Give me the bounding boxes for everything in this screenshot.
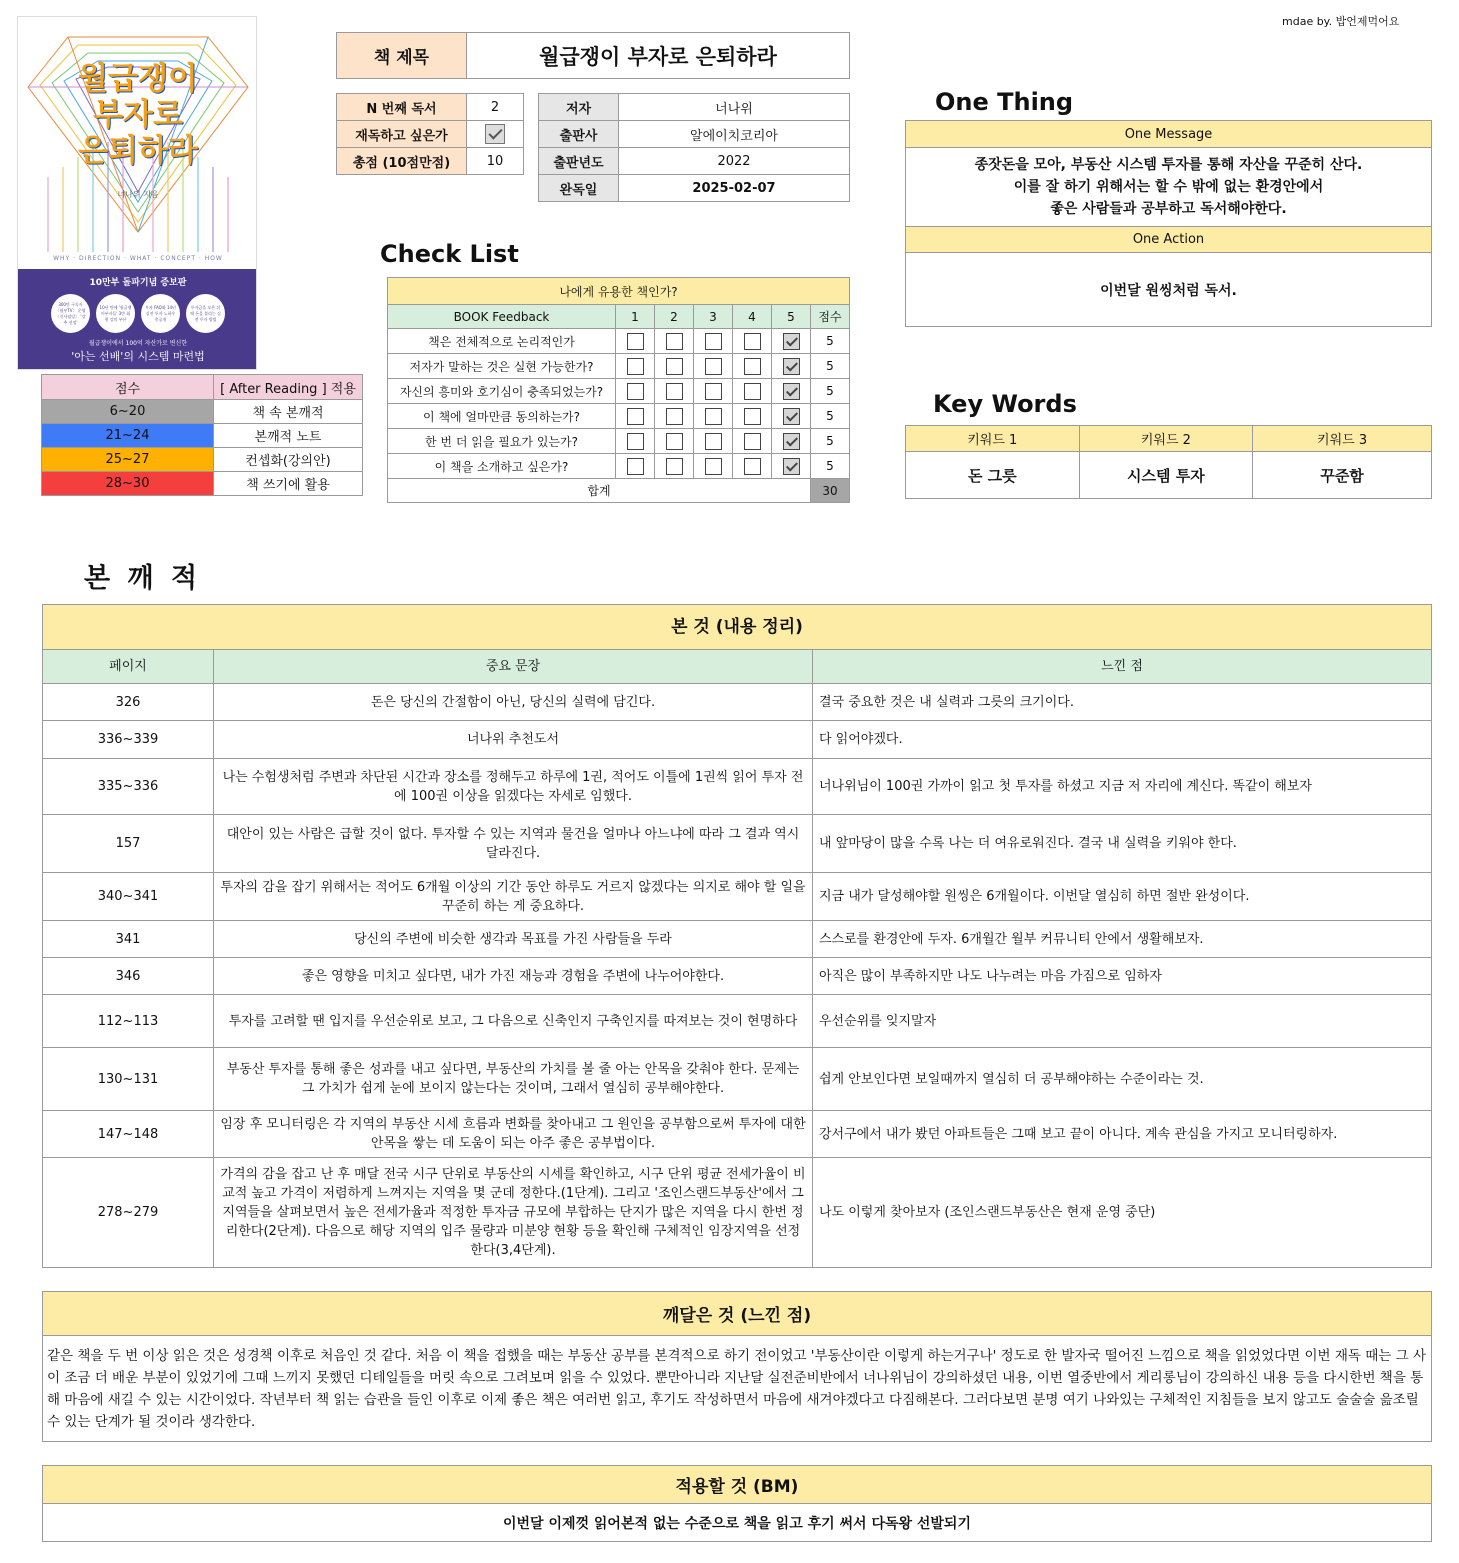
row-feel: 우선순위를 잊지말자	[813, 995, 1432, 1048]
checklist-score: 5	[811, 379, 850, 404]
cover-strip: WHY · DIRECTION · WHAT · CONCEPT · HOW	[53, 255, 223, 262]
checkbox-empty[interactable]	[744, 458, 761, 475]
cover-badge: 10년 만에 '월급쟁이부자들' 3만 회원 강의 부산	[96, 294, 135, 333]
keyword-value: 시스템 투자	[1079, 452, 1253, 499]
col-feel: 느낀 점	[813, 650, 1432, 684]
checklist-score: 5	[811, 454, 850, 479]
one-thing-table	[905, 120, 1432, 327]
year-label: 출판년도	[539, 148, 619, 175]
row-page: 336~339	[43, 721, 214, 759]
author-value: 너나위	[619, 94, 850, 121]
checklist-title: Check List	[380, 240, 519, 268]
nth-reading-value: 2	[467, 94, 524, 121]
row-feel: 너나위님이 100권 가까이 읽고 첫 투자를 하셨고 지금 저 자리에 계신다. 똑같이 해보자	[813, 759, 1432, 815]
legend-range: 28~30	[42, 472, 214, 496]
checkbox-checked-icon[interactable]	[783, 433, 800, 450]
apply-header: 적용할 것 (BM)	[43, 1466, 1432, 1504]
book-title-table	[336, 32, 850, 79]
scale-label: 1	[616, 305, 655, 329]
row-page: 278~279	[43, 1158, 214, 1268]
checkbox-checked-icon[interactable]	[783, 408, 800, 425]
checkbox-empty[interactable]	[744, 383, 761, 400]
realized-text: 같은 책을 두 번 이상 읽은 것은 성경책 이후로 처음인 것 같다. 처음 이 책을 접했을 때는 부동산 공부를 본격적으로 하기 전이었고 '부동산이란 이렇게 하는거구나' 정도로 한 발자국 떨어진 느낌으로 책을 읽었었다면 이번 재독 때는 그 사이 조금 더 배운 부분이 있었기에 그때 느끼지 못했던 디테일들을 머릿 속으로 그려보며 읽을 수 있었다. 뿐만아니라 지난달 실전준비반에서 너나위님이 강의하셨던 내용, 이번 열중반에서 게리롱님이 강의하신 내용 등을 다시한번 책을 통해 마음에 새길 수 있는 시간이었다. 작년부터 책 읽는 습관을 들인 이후로 이제 좋은 책은 여러번 읽고, 후기도 작성하면서 마음에 새겨야겠다고 다짐해본다. 그러다보면 분명 여기 나와있는 구체적인 지침들을 보지 않고도 술술술 읊조릴 수 있는 단계가 될 것이라 생각한다.	[43, 1336, 1432, 1442]
scale-label: 4	[733, 305, 772, 329]
one-message-value: 종잣돈을 모아, 부동산 시스템 투자를 통해 자산을 꾸준히 산다. 이를 잘 하기 위해서는 할 수 밖에 없는 환경안에서 좋은 사람들과 공부하고 독서해야한다.	[906, 148, 1432, 227]
legend-range: 25~27	[42, 448, 214, 472]
checkbox-empty[interactable]	[744, 333, 761, 350]
table-row	[43, 815, 1432, 873]
checkbox-empty[interactable]	[666, 333, 683, 350]
score-legend-table	[41, 374, 363, 496]
row-feel: 다 읽어야겠다.	[813, 721, 1432, 759]
checklist-question: 이 책에 얼마만큼 동의하는가?	[388, 404, 616, 429]
row-sentence: 당신의 주변에 비슷한 생각과 목표를 가진 사람들을 두라	[214, 921, 813, 958]
checkbox-empty[interactable]	[627, 383, 644, 400]
checkbox-empty[interactable]	[627, 458, 644, 475]
bonkkae-title: 본 깨 적	[84, 563, 202, 594]
keyword-label: 키워드 2	[1079, 426, 1253, 452]
one-action-value: 이번달 원씽처럼 독서.	[906, 253, 1432, 327]
book-info-table	[538, 93, 850, 202]
finished-date-label: 완독일	[539, 175, 619, 202]
row-page: 346	[43, 958, 214, 995]
checklist-question: 저자가 말하는 것은 실현 가능한가?	[388, 354, 616, 379]
row-sentence: 부동산 투자를 통해 좋은 성과를 내고 싶다면, 부동산의 가치를 볼 줄 아는 안목을 갖춰야 한다. 문제는 그 가치가 쉽게 눈에 보이지 않는다는 것이며, 그래서 열심히 공부해야한다.	[214, 1048, 813, 1111]
cover-badge: 투자 FAQ와 14년 실전 투자 노하우 총공개	[141, 294, 180, 333]
table-row	[43, 1111, 1432, 1158]
row-sentence: 좋은 영향을 미치고 싶다면, 내가 가진 재능과 경험을 주변에 나누어야한다.	[214, 958, 813, 995]
table-row	[43, 759, 1432, 815]
legend-header-score: 점수	[42, 375, 214, 400]
checklist-score: 5	[811, 404, 850, 429]
row-page: 326	[43, 684, 214, 721]
keywords-table	[905, 425, 1432, 499]
checkbox-empty[interactable]	[705, 333, 722, 350]
checkbox-empty[interactable]	[666, 383, 683, 400]
nth-reading-label: N 번째 독서	[337, 94, 467, 121]
row-feel: 내 앞마당이 많을 수록 나는 더 여유로워진다. 결국 내 실력을 키워야 한다.	[813, 815, 1432, 873]
one-thing-title: One Thing	[935, 88, 1074, 116]
checkbox-checked-icon[interactable]	[783, 333, 800, 350]
reread-label: 재독하고 싶은가	[337, 121, 467, 148]
finished-date-value: 2025-02-07	[619, 175, 850, 202]
table-row	[43, 1048, 1432, 1111]
reread-checkbox-checked-icon[interactable]	[485, 124, 505, 144]
checklist-row	[388, 429, 850, 454]
row-feel: 나도 이렇게 찾아보자 (조인스랜드부동산은 현재 운영 중단)	[813, 1158, 1432, 1268]
table-row	[43, 721, 1432, 759]
legend-apply: 본깨적 노트	[214, 424, 363, 448]
title-label: 책 제목	[337, 33, 467, 79]
checkbox-checked-icon[interactable]	[783, 458, 800, 475]
one-action-label: One Action	[906, 227, 1432, 253]
publisher-label: 출판사	[539, 121, 619, 148]
checklist-row	[388, 354, 850, 379]
checklist-row	[388, 454, 850, 479]
checklist-score: 5	[811, 429, 850, 454]
legend-apply: 컨셉화(강의안)	[214, 448, 363, 472]
checklist-row	[388, 329, 850, 354]
checklist-question: 자신의 흥미와 호기심이 충족되었는가?	[388, 379, 616, 404]
credit-text: mdae by. 밥언제먹어요	[1282, 15, 1400, 28]
cover-badge: 투자금을 모은 뒤에 돈을 불리는 실전 투자 방법	[186, 294, 225, 333]
row-sentence: 너나위 추천도서	[214, 721, 813, 759]
legend-header-apply: [ After Reading ] 적용	[214, 375, 363, 400]
checkbox-empty[interactable]	[705, 408, 722, 425]
col-sentence: 중요 문장	[214, 650, 813, 684]
reading-info-table	[336, 93, 524, 175]
author-label: 저자	[539, 94, 619, 121]
cover-badge: 300만 구독자 〈월부TV〉 운영 〈신사임당〉 '강추 선정'	[51, 294, 90, 333]
row-feel: 스스로를 환경안에 두자. 6개월간 월부 커뮤니티 안에서 생활해보자.	[813, 921, 1432, 958]
checkbox-empty[interactable]	[744, 433, 761, 450]
keywords-title: Key Words	[933, 390, 1077, 418]
checklist-header: 나에게 유용한 책인가?	[388, 278, 850, 305]
row-sentence: 가격의 감을 잡고 난 후 매달 전국 시구 단위로 부동산의 시세를 확인하고, 시구 단위 평균 전세가율이 비교적 높고 가격이 저렴하게 느껴지는 지역을 몇 군데 정한다.(1단계). 그리고 '조인스랜드부동산'에서 그 지역들을 살펴보면서 높은 전세가율과 적정한 투자금 규모에 부합하는 단지가 많은 지역을 다시 한번 정리한다(2단계). 다음으로 해당 지역의 입주 물량과 미분양 현황 등을 확인해 구체적인 임장지역을 선정한다(3,4단계).	[214, 1158, 813, 1268]
checkbox-empty[interactable]	[705, 358, 722, 375]
row-feel: 아직은 많이 부족하지만 나도 나누려는 마음 가짐으로 임하자	[813, 958, 1432, 995]
table-row	[43, 958, 1432, 995]
year-value: 2022	[619, 148, 850, 175]
checkbox-empty[interactable]	[627, 408, 644, 425]
checklist-score: 5	[811, 329, 850, 354]
seen-header: 본 것 (내용 정리)	[43, 605, 1432, 650]
checkbox-empty[interactable]	[744, 358, 761, 375]
checkbox-empty[interactable]	[627, 333, 644, 350]
legend-apply: 책 쓰기에 활용	[214, 472, 363, 496]
row-sentence: 나는 수험생처럼 주변과 차단된 시간과 장소를 정해두고 하루에 1권, 적어도 이틀에 1권씩 읽어 투자 전에 100권 이상을 읽겠다는 자세로 임했다.	[214, 759, 813, 815]
table-row	[43, 684, 1432, 721]
row-sentence: 대안이 있는 사람은 급할 것이 없다. 투자할 수 있는 지역과 물건을 얼마나 아느냐에 따라 그 결과 역시 달라진다.	[214, 815, 813, 873]
table-row	[43, 873, 1432, 921]
checkbox-empty[interactable]	[744, 408, 761, 425]
legend-apply: 책 속 본깨적	[214, 400, 363, 424]
row-feel: 지금 내가 달성해야할 원씽은 6개월이다. 이번달 열심히 하면 절반 완성이다.	[813, 873, 1432, 921]
checkbox-empty[interactable]	[705, 433, 722, 450]
total-score-value: 10	[467, 148, 524, 175]
checklist-score: 5	[811, 354, 850, 379]
table-row	[43, 1158, 1432, 1268]
checkbox-empty[interactable]	[627, 433, 644, 450]
row-feel: 쉽게 안보인다면 보일때까지 열심히 더 공부해야하는 수준이라는 것.	[813, 1048, 1432, 1111]
total-score-label: 총점 (10점만점)	[337, 148, 467, 175]
keyword-value: 돈 그릇	[906, 452, 1080, 499]
checkbox-empty[interactable]	[627, 358, 644, 375]
checkbox-empty[interactable]	[666, 358, 683, 375]
row-feel: 강서구에서 내가 봤던 아파트들은 그때 보고 끝이 아니다. 계속 관심을 가지고 모니터링하자.	[813, 1111, 1432, 1158]
checklist-row	[388, 379, 850, 404]
row-sentence: 투자를 고려할 땐 입지를 우선순위로 보고, 그 다음으로 신축인지 구축인지를 따져보는 것이 현명하다	[214, 995, 813, 1048]
checklist-question: 책은 전체적으로 논리적인가	[388, 329, 616, 354]
row-page: 112~113	[43, 995, 214, 1048]
feedback-label: BOOK Feedback	[388, 305, 616, 329]
checklist-sum-label: 합계	[388, 479, 811, 503]
row-page: 335~336	[43, 759, 214, 815]
legend-range: 21~24	[42, 424, 214, 448]
col-page: 페이지	[43, 650, 214, 684]
checkbox-empty[interactable]	[705, 383, 722, 400]
cover-band: 10만부 돌파기념 증보판 300만 구독자 〈월부TV〉 운영 〈신사임당〉 '강추 선정' 10년 만에 '월급쟁이부자들' 3만 회원 강의 부산 투자 FAQ와 14년 실전 투자 노하우 총공개 투자금을 모은 뒤에 돈을 불리는 실전 투자 방법 월급쟁이에서 100억 자산가로 변신한 '아는 선배'의 시스템 마련법	[18, 269, 257, 370]
checklist-question: 이 책을 소개하고 싶은가?	[388, 454, 616, 479]
cover-title: 월급쟁이 부자로 은퇴하라	[78, 61, 198, 169]
legend-range: 6~20	[42, 400, 214, 424]
row-page: 341	[43, 921, 214, 958]
checkbox-empty[interactable]	[666, 433, 683, 450]
one-message-label: One Message	[906, 121, 1432, 148]
checklist-row	[388, 404, 850, 429]
scale-label: 3	[694, 305, 733, 329]
checkbox-checked-icon[interactable]	[783, 358, 800, 375]
cover-author: 너나위 지음	[117, 190, 159, 199]
score-label: 점수	[811, 305, 850, 329]
seen-table	[42, 604, 1432, 1268]
scale-label: 2	[655, 305, 694, 329]
keyword-label: 키워드 1	[906, 426, 1080, 452]
table-row	[43, 995, 1432, 1048]
row-page: 157	[43, 815, 214, 873]
row-sentence: 투자의 감을 잡기 위해서는 적어도 6개월 이상의 기간 동안 하루도 거르지 않겠다는 의지로 해야 할 일을 꾸준히 하는 게 중요하다.	[214, 873, 813, 921]
checkbox-empty[interactable]	[705, 458, 722, 475]
checklist-sum-value: 30	[811, 479, 850, 503]
apply-text: 이번달 이제껏 읽어본적 없는 수준으로 책을 읽고 후기 써서 다독왕 선발되기	[43, 1504, 1432, 1542]
scale-label: 5	[772, 305, 811, 329]
keyword-value: 꾸준함	[1253, 452, 1432, 499]
row-page: 147~148	[43, 1111, 214, 1158]
apply-table	[42, 1465, 1432, 1542]
row-page: 130~131	[43, 1048, 214, 1111]
realized-header: 깨달은 것 (느낀 점)	[43, 1292, 1432, 1336]
checkbox-empty[interactable]	[666, 458, 683, 475]
row-sentence: 돈은 당신의 간절함이 아닌, 당신의 실력에 담긴다.	[214, 684, 813, 721]
checklist-table	[387, 277, 850, 503]
checklist-question: 한 번 더 읽을 필요가 있는가?	[388, 429, 616, 454]
row-page: 340~341	[43, 873, 214, 921]
publisher-value: 알에이치코리아	[619, 121, 850, 148]
checkbox-checked-icon[interactable]	[783, 383, 800, 400]
keyword-label: 키워드 3	[1253, 426, 1432, 452]
realized-table	[42, 1291, 1432, 1442]
book-title: 월급쟁이 부자로 은퇴하라	[467, 33, 850, 79]
book-cover-image	[17, 16, 257, 370]
checkbox-empty[interactable]	[666, 408, 683, 425]
row-sentence: 임장 후 모니터링은 각 지역의 부동산 시세 흐름과 변화를 찾아내고 그 원인을 공부함으로써 투자에 대한 안목을 쌓는 데 도움이 되는 아주 좋은 공부법이다.	[214, 1111, 813, 1158]
table-row	[43, 921, 1432, 958]
row-feel: 결국 중요한 것은 내 실력과 그릇의 크기이다.	[813, 684, 1432, 721]
